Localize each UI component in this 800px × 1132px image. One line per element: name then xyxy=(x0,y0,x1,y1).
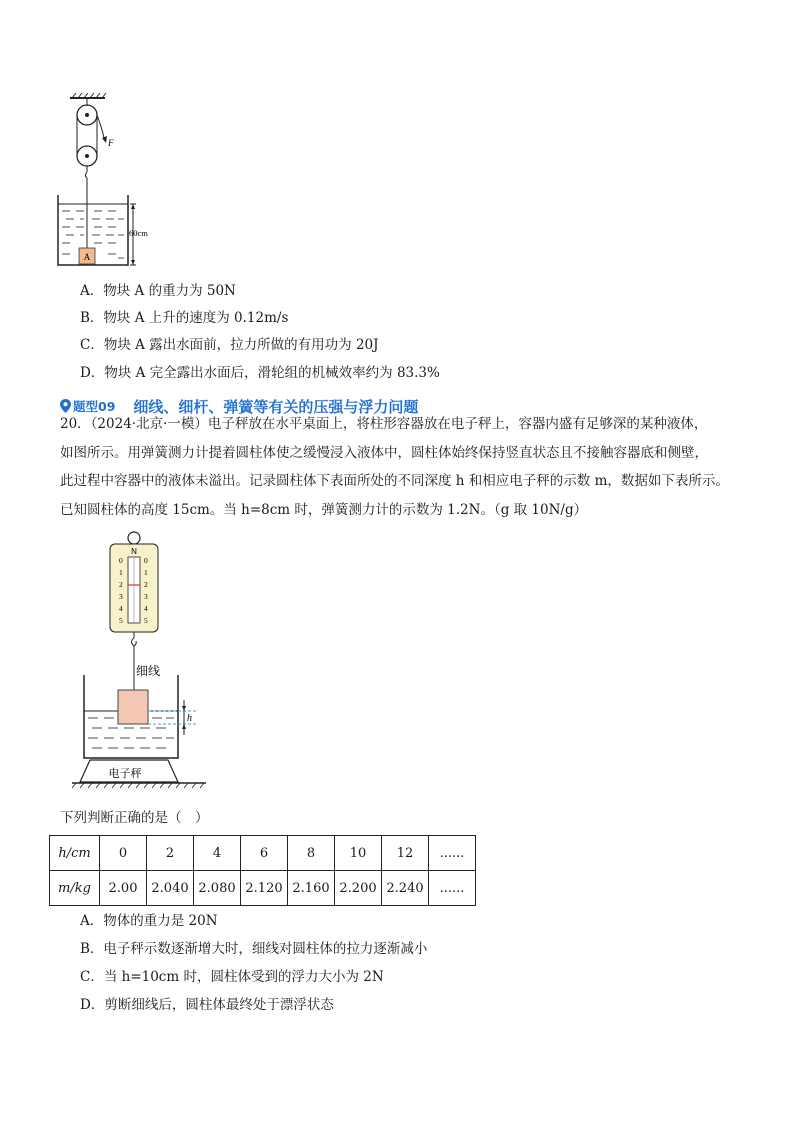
scale-left-5: 5 xyxy=(119,616,123,625)
table-header-h: h/cm xyxy=(58,845,91,861)
table-header-m: m/kg xyxy=(58,880,91,896)
data-table xyxy=(49,835,476,906)
block-a-label: A xyxy=(83,252,91,262)
table-cell: 2.040 xyxy=(147,871,194,906)
q20-option-d: D．剪断细线后，圆柱体最终处于漂浮状态 xyxy=(80,997,334,1013)
pulley-tank-figure xyxy=(50,90,160,270)
table-cell: 6 xyxy=(241,836,288,871)
table-cell: 10 xyxy=(335,836,382,871)
scale-right-2: 2 xyxy=(144,580,148,589)
table-cell: 2 xyxy=(147,836,194,871)
q19-option-c: C．物块 A 露出水面前，拉力所做的有用功为 20J xyxy=(80,337,379,353)
cylinder xyxy=(118,690,148,724)
table-cell: 8 xyxy=(288,836,335,871)
scale-right-0: 0 xyxy=(144,556,148,565)
table-cell: 2.120 xyxy=(241,871,288,906)
depth-h-label: h xyxy=(187,713,192,724)
q20-option-b: B．电子秤示数逐渐增大时，细线对圆柱体的拉力逐渐减小 xyxy=(80,941,428,957)
q20-text xyxy=(60,410,760,524)
meter-unit-label: N xyxy=(131,547,137,556)
section-badge: 题型09 xyxy=(73,399,116,414)
scale-left-3: 3 xyxy=(119,592,123,601)
scale-label: 电子秤 xyxy=(108,767,142,780)
q19-option-a: A．物块 A 的重力为 50N xyxy=(80,283,236,299)
table-cell xyxy=(50,871,100,906)
table-cell: 0 xyxy=(100,836,147,871)
table-cell: 12 xyxy=(382,836,429,871)
q20-option-c: C．当 h=10cm 时，圆柱体受到的浮力大小为 2N xyxy=(80,969,384,985)
depth-60cm-label: 60cm xyxy=(129,228,148,238)
q20-stem: 下列判断正确的是（ ） xyxy=(60,810,209,826)
table-cell xyxy=(50,836,100,871)
scale-left-4: 4 xyxy=(119,604,123,613)
table-cell: 2.080 xyxy=(194,871,241,906)
scale-right-3: 3 xyxy=(144,592,148,601)
q20-line-2: 如图所示。用弹簧测力计提着圆柱体使之缓慢浸入液体中，圆柱体始终保持竖直状态且不接触容器底和侧壁， xyxy=(60,444,708,461)
q20-option-a: A．物体的重力是 20N xyxy=(80,913,218,929)
q20-line-1: 20．（2024·北京·一模）电子秤放在水平桌面上，将柱形容器放在电子秤上，容器内盛有足够深的某种液体， xyxy=(60,416,708,432)
scale-left-1: 1 xyxy=(119,568,123,577)
table-cell: ...... xyxy=(429,871,476,906)
string-label: 细线 xyxy=(136,664,161,678)
table-row xyxy=(50,836,476,871)
table-cell: 2.200 xyxy=(335,871,382,906)
q19-option-d: D．物块 A 完全露出水面后，滑轮组的机械效率约为 83.3% xyxy=(80,365,440,381)
q20-line-4: 已知圆柱体的高度 15cm。当 h=8cm 时，弹簧测力计的示数为 1.2N。（g 取 10N/g） xyxy=(60,501,588,518)
table-cell: 2.240 xyxy=(382,871,429,906)
table-cell: 4 xyxy=(194,836,241,871)
q19-option-b: B．物块 A 上升的速度为 0.12m/s xyxy=(80,310,289,326)
section-title: 细线、细杆、弹簧等有关的压强与浮力问题 xyxy=(133,397,419,416)
table-cell: 2.160 xyxy=(288,871,335,906)
table-cell: ...... xyxy=(429,836,476,871)
scale-left-0: 0 xyxy=(119,556,123,565)
q20-line-3: 此过程中容器中的液体未溢出。记录圆柱体下表面所处的不同深度 h 和相应电子秤的示数 m，数据如下表所示。 xyxy=(60,473,729,489)
scale-right-5: 5 xyxy=(144,616,148,625)
scale-right-4: 4 xyxy=(144,604,148,613)
force-label: F xyxy=(108,138,114,148)
scale-right-1: 1 xyxy=(144,568,148,577)
scale-left-2: 2 xyxy=(119,580,123,589)
table-cell: 2.00 xyxy=(100,871,147,906)
table-row xyxy=(50,871,476,906)
spring-scale-figure xyxy=(68,530,218,795)
